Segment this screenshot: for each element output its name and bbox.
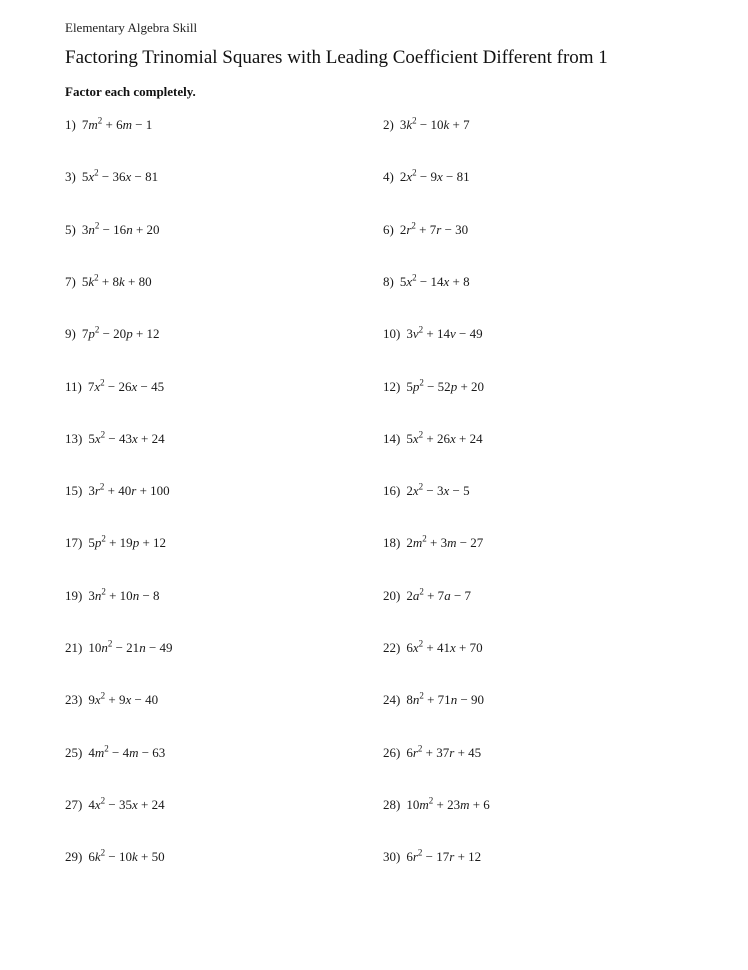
variable: n bbox=[94, 587, 102, 603]
remaining-terms: − 10k + 7 bbox=[416, 117, 470, 132]
problem-number: 10) bbox=[383, 326, 401, 342]
leading-coefficient: 10 bbox=[406, 796, 420, 812]
exponent: 2 bbox=[101, 534, 106, 545]
problem-expression bbox=[88, 745, 165, 760]
remaining-terms: − 43x + 24 bbox=[105, 430, 165, 446]
remaining-terms: − 20p + 12 bbox=[99, 326, 160, 342]
remaining-terms: − 21n − 49 bbox=[112, 640, 173, 655]
leading-coefficient: 6 bbox=[406, 640, 413, 655]
problem-item bbox=[383, 222, 468, 238]
variable: x bbox=[406, 169, 413, 185]
problem-number: 29) bbox=[65, 849, 83, 865]
problem-item bbox=[383, 326, 483, 342]
remaining-terms: + 26x + 24 bbox=[423, 430, 483, 446]
remaining-terms: − 3x − 5 bbox=[423, 483, 470, 499]
problem-number: 27) bbox=[65, 796, 83, 812]
exponent: 2 bbox=[94, 272, 99, 283]
remaining-terms: + 8k + 80 bbox=[98, 273, 152, 289]
problem-number: 20) bbox=[383, 587, 401, 603]
variable: r bbox=[94, 483, 100, 499]
exponent: 2 bbox=[418, 638, 424, 649]
variable: x bbox=[88, 169, 95, 185]
problem-number: 7) bbox=[65, 273, 76, 289]
problem-number: 26) bbox=[383, 744, 401, 760]
problem-item bbox=[383, 379, 484, 395]
remaining-terms: + 71n − 90 bbox=[423, 692, 485, 708]
variable: x bbox=[412, 483, 419, 499]
remaining-terms: − 52p + 20 bbox=[423, 378, 485, 394]
problem-expression bbox=[406, 535, 483, 550]
problem-expression bbox=[88, 849, 164, 864]
exponent: 2 bbox=[94, 324, 100, 335]
problem-expression bbox=[406, 692, 484, 707]
problem-number: 18) bbox=[383, 535, 401, 551]
exponent: 2 bbox=[419, 377, 424, 388]
remaining-terms: − 36x − 81 bbox=[98, 169, 159, 185]
remaining-terms: + 6m − 1 bbox=[102, 117, 153, 132]
problem-expression bbox=[400, 274, 470, 289]
leading-coefficient: 5 bbox=[81, 169, 89, 185]
leading-coefficient: 7 bbox=[81, 326, 89, 342]
problem-expression bbox=[82, 274, 152, 289]
variable: p bbox=[412, 378, 420, 394]
leading-coefficient: 2 bbox=[399, 169, 407, 185]
remaining-terms: − 35x + 24 bbox=[105, 796, 165, 812]
leading-coefficient: 4 bbox=[88, 744, 95, 760]
problem-expression bbox=[88, 640, 172, 655]
exponent: 2 bbox=[100, 377, 105, 388]
variable: p bbox=[88, 326, 95, 342]
problem-number: 5) bbox=[65, 221, 76, 237]
problem-expression bbox=[82, 169, 158, 184]
leading-coefficient: 8 bbox=[406, 692, 413, 708]
variable: n bbox=[412, 692, 420, 708]
problem-number: 25) bbox=[65, 744, 83, 760]
problem-item bbox=[383, 745, 481, 761]
leading-coefficient: 7 bbox=[87, 378, 95, 394]
variable: x bbox=[406, 273, 413, 289]
problem-expression bbox=[406, 431, 482, 446]
problem-expression bbox=[88, 431, 164, 446]
remaining-terms: − 17r + 12 bbox=[422, 849, 482, 865]
remaining-terms: − 26x − 45 bbox=[104, 378, 165, 394]
exponent: 2 bbox=[101, 586, 106, 597]
problem-number: 28) bbox=[383, 796, 401, 812]
problem-expression bbox=[406, 379, 484, 394]
variable: m bbox=[412, 535, 423, 551]
problem-item bbox=[65, 117, 152, 133]
variable: k bbox=[88, 273, 95, 289]
exponent: 2 bbox=[94, 167, 99, 178]
problem-number: 6) bbox=[383, 221, 394, 237]
remaining-terms: + 9x − 40 bbox=[105, 692, 159, 708]
exponent: 2 bbox=[417, 743, 423, 754]
exponent: 2 bbox=[94, 220, 100, 231]
problem-number: 11) bbox=[65, 378, 82, 394]
leading-coefficient: 3 bbox=[88, 587, 95, 603]
leading-coefficient: 2 bbox=[399, 221, 407, 237]
problem-item bbox=[65, 326, 160, 342]
problem-number: 30) bbox=[383, 849, 401, 865]
exponent: 2 bbox=[412, 272, 417, 283]
leading-coefficient: 6 bbox=[406, 744, 413, 760]
worksheet-instructions: Factor each completely. bbox=[65, 84, 196, 99]
problem-expression bbox=[88, 483, 169, 498]
problem-number: 9) bbox=[65, 326, 76, 342]
problem-expression bbox=[400, 222, 468, 237]
worksheet-title: Factoring Trinomial Squares with Leading Coefficient Different from 1 bbox=[65, 47, 608, 68]
problem-expression bbox=[406, 640, 482, 655]
leading-coefficient: 7 bbox=[81, 117, 89, 132]
remaining-terms: + 41x + 70 bbox=[423, 640, 483, 655]
problem-item bbox=[65, 640, 173, 656]
remaining-terms: + 7a − 7 bbox=[423, 587, 472, 603]
problem-expression bbox=[406, 849, 481, 864]
variable: r bbox=[406, 221, 412, 237]
variable: m bbox=[94, 744, 105, 760]
exponent: 2 bbox=[100, 690, 106, 701]
problem-expression bbox=[88, 797, 164, 812]
variable: k bbox=[94, 849, 101, 865]
leading-coefficient: 5 bbox=[88, 535, 95, 551]
variable: k bbox=[406, 117, 413, 132]
leading-coefficient: 3 bbox=[399, 117, 407, 132]
remaining-terms: − 14x + 8 bbox=[416, 273, 470, 289]
problem-item bbox=[65, 222, 160, 238]
problem-item bbox=[383, 640, 483, 656]
exponent: 2 bbox=[422, 534, 427, 545]
variable: a bbox=[412, 587, 420, 603]
problem-number: 15) bbox=[65, 483, 83, 499]
exponent: 2 bbox=[419, 586, 424, 597]
problem-expression bbox=[82, 222, 160, 237]
problem-expression bbox=[400, 117, 470, 132]
variable: p bbox=[94, 535, 102, 551]
leading-coefficient: 6 bbox=[406, 849, 413, 865]
exponent: 2 bbox=[100, 847, 106, 858]
problem-number: 16) bbox=[383, 483, 401, 499]
exponent: 2 bbox=[104, 743, 109, 754]
exponent: 2 bbox=[419, 690, 424, 701]
remaining-terms: + 14v − 49 bbox=[423, 326, 483, 342]
variable: x bbox=[412, 430, 419, 446]
problem-expression bbox=[406, 326, 482, 341]
leading-coefficient: 2 bbox=[406, 587, 413, 603]
remaining-terms: + 19p + 12 bbox=[105, 535, 167, 551]
exponent: 2 bbox=[417, 847, 423, 858]
exponent: 2 bbox=[97, 115, 103, 126]
problem-expression bbox=[82, 117, 152, 132]
problem-item bbox=[383, 692, 484, 708]
problem-item bbox=[383, 588, 471, 604]
variable: r bbox=[412, 849, 418, 865]
problem-item bbox=[65, 431, 165, 447]
problem-number: 21) bbox=[65, 640, 83, 655]
remaining-terms: + 7r − 30 bbox=[415, 221, 469, 237]
problem-item bbox=[65, 745, 165, 761]
remaining-terms: + 3m − 27 bbox=[426, 535, 484, 551]
problem-expression bbox=[88, 535, 166, 550]
problem-expression bbox=[82, 326, 160, 341]
leading-coefficient: 3 bbox=[88, 483, 95, 499]
problem-number: 12) bbox=[383, 378, 401, 394]
problem-number: 17) bbox=[65, 535, 83, 551]
problem-number: 13) bbox=[65, 430, 83, 446]
exponent: 2 bbox=[107, 638, 113, 649]
problem-item bbox=[65, 535, 166, 551]
problem-expression bbox=[88, 692, 158, 707]
problem-item bbox=[65, 588, 160, 604]
problem-number: 8) bbox=[383, 273, 394, 289]
problem-item bbox=[65, 797, 165, 813]
remaining-terms: − 16n + 20 bbox=[99, 221, 160, 237]
leading-coefficient: 5 bbox=[406, 378, 413, 394]
problem-item bbox=[65, 483, 170, 499]
leading-coefficient: 10 bbox=[88, 640, 102, 655]
problem-expression bbox=[406, 483, 469, 498]
problem-number: 24) bbox=[383, 692, 401, 708]
problem-expression bbox=[88, 379, 164, 394]
problem-item bbox=[65, 274, 152, 290]
variable: x bbox=[94, 796, 101, 812]
problem-item bbox=[383, 431, 483, 447]
leading-coefficient: 3 bbox=[406, 326, 413, 342]
leading-coefficient: 4 bbox=[88, 796, 95, 812]
leading-coefficient: 5 bbox=[406, 430, 413, 446]
leading-coefficient: 5 bbox=[81, 273, 89, 289]
exponent: 2 bbox=[418, 429, 424, 440]
problem-number: 23) bbox=[65, 692, 83, 708]
remaining-terms: + 10n − 8 bbox=[105, 587, 160, 603]
problem-number: 19) bbox=[65, 587, 83, 603]
leading-coefficient: 2 bbox=[406, 535, 413, 551]
problem-item bbox=[65, 169, 158, 185]
exponent: 2 bbox=[418, 481, 424, 492]
problem-expression bbox=[88, 588, 159, 603]
problem-number: 2) bbox=[383, 117, 394, 132]
exponent: 2 bbox=[100, 795, 106, 806]
exponent: 2 bbox=[418, 324, 424, 335]
problem-item bbox=[383, 274, 470, 290]
exponent: 2 bbox=[100, 429, 106, 440]
leading-coefficient: 3 bbox=[81, 221, 89, 237]
variable: n bbox=[88, 221, 95, 237]
problem-item bbox=[383, 483, 470, 499]
remaining-terms: − 9x − 81 bbox=[416, 169, 470, 185]
problem-item bbox=[383, 117, 470, 133]
variable: x bbox=[94, 430, 101, 446]
problem-number: 4) bbox=[383, 169, 394, 185]
variable: m bbox=[88, 117, 98, 132]
leading-coefficient: 5 bbox=[88, 430, 95, 446]
problem-expression bbox=[406, 745, 481, 760]
exponent: 2 bbox=[411, 220, 416, 231]
problem-item bbox=[383, 797, 490, 813]
leading-coefficient: 2 bbox=[406, 483, 413, 499]
remaining-terms: − 10k + 50 bbox=[105, 849, 165, 865]
exponent: 2 bbox=[428, 795, 434, 806]
problem-item bbox=[383, 535, 483, 551]
problem-expression bbox=[406, 797, 489, 812]
worksheet-subject: Elementary Algebra Skill bbox=[65, 20, 198, 35]
problem-number: 3) bbox=[65, 169, 76, 185]
variable: v bbox=[412, 326, 419, 342]
variable: x bbox=[94, 378, 101, 394]
leading-coefficient: 9 bbox=[88, 692, 95, 708]
leading-coefficient: 5 bbox=[399, 273, 407, 289]
variable: x bbox=[412, 640, 419, 655]
problem-item bbox=[383, 849, 481, 865]
leading-coefficient: 6 bbox=[88, 849, 95, 865]
problem-item bbox=[383, 169, 470, 185]
remaining-terms: + 37r + 45 bbox=[422, 744, 482, 760]
problem-item bbox=[65, 379, 164, 395]
problem-item bbox=[65, 849, 165, 865]
remaining-terms: − 4m − 63 bbox=[108, 744, 166, 760]
variable: x bbox=[94, 692, 101, 708]
variable: m bbox=[419, 796, 429, 812]
exponent: 2 bbox=[412, 167, 417, 178]
problem-number: 1) bbox=[65, 117, 76, 132]
problem-number: 22) bbox=[383, 640, 401, 655]
variable: r bbox=[412, 744, 418, 760]
exponent: 2 bbox=[412, 115, 417, 126]
problem-number: 14) bbox=[383, 430, 401, 446]
remaining-terms: + 40r + 100 bbox=[104, 483, 170, 499]
problem-expression bbox=[400, 169, 470, 184]
problem-item bbox=[65, 692, 158, 708]
variable: n bbox=[101, 640, 108, 655]
problem-expression bbox=[406, 588, 471, 603]
remaining-terms: + 23m + 6 bbox=[433, 796, 490, 812]
exponent: 2 bbox=[99, 481, 105, 492]
